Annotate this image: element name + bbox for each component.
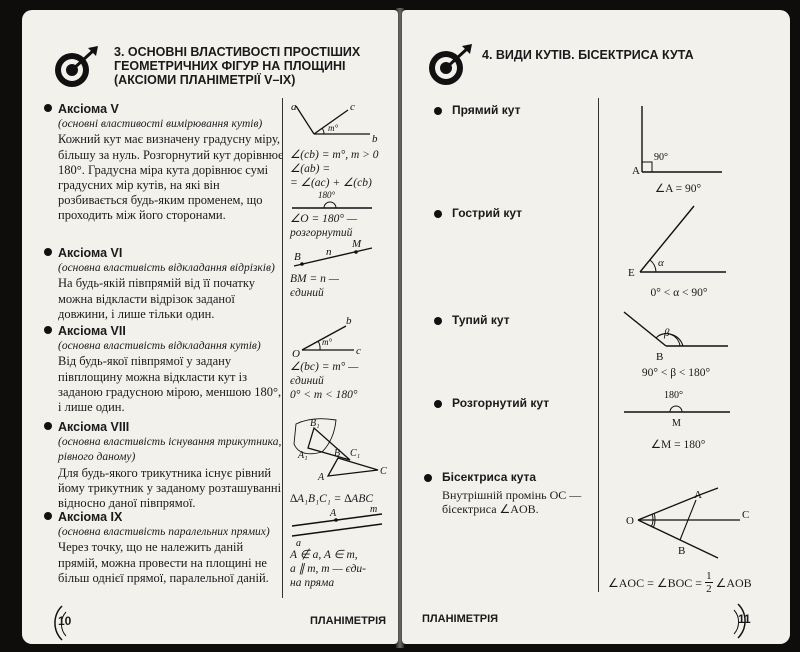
axiom-block bbox=[58, 510, 286, 586]
segment-figure bbox=[288, 238, 388, 272]
target-arrow-icon bbox=[52, 46, 102, 90]
bullet-icon bbox=[44, 104, 52, 112]
bullet-icon bbox=[434, 317, 442, 325]
axiom-block bbox=[58, 324, 284, 415]
label-90: 90° bbox=[654, 152, 668, 163]
axiom-5-formula: ∠(cb) = m°, m > 0 ∠(ab) = = ∠(ac) + ∠(cb) bbox=[290, 149, 379, 189]
label-a-line: a bbox=[296, 538, 301, 546]
axiom-body: Кожний кут має визначену градусну міру, більшу за нуль. Розгорнутий кут дорівнює 180°. Градусна міра кута дорівнює сумі градусних мір кутів, на які він розбивається будь-яким променем, що проходить між його сторонами. bbox=[58, 132, 284, 223]
bullet-icon bbox=[434, 107, 442, 115]
label-a: A bbox=[318, 472, 325, 483]
axiom-subtitle: (основні властивості вимірювання кутів) bbox=[58, 118, 263, 131]
bullet-icon bbox=[44, 512, 52, 520]
axiom-body: На будь-якій півпрямій від її початку можна відкласти відрізок заданої довжини, і лише тільки один. bbox=[58, 276, 255, 321]
bullet-icon bbox=[424, 474, 432, 482]
straight-angle-figure bbox=[618, 388, 738, 432]
bullet-icon bbox=[434, 210, 442, 218]
page-number: 10 bbox=[58, 614, 72, 628]
column-divider bbox=[598, 98, 599, 592]
page-number: 11 bbox=[738, 612, 751, 626]
label-o: O bbox=[626, 515, 634, 527]
right-angle-formula: ∠A = 90° bbox=[654, 183, 702, 195]
label-m: M bbox=[352, 238, 362, 250]
axiom-5-straight-note: ∠O = 180° — розгорнутий bbox=[290, 213, 358, 239]
angle-kind-title: Гострий кут bbox=[452, 206, 523, 220]
obtuse-angle-formula: 90° < β < 180° bbox=[641, 367, 711, 379]
label-m: m° bbox=[322, 337, 333, 347]
axiom-title: Аксіома IX bbox=[58, 510, 123, 524]
axiom-block bbox=[58, 102, 284, 224]
bullet-icon bbox=[434, 400, 442, 408]
label-vertex-a: A bbox=[632, 165, 640, 177]
label-b: B bbox=[334, 448, 341, 459]
label-b: b bbox=[346, 315, 352, 327]
straight-angle-formula: ∠M = 180° bbox=[650, 439, 706, 451]
axiom-title: Аксіома VI bbox=[58, 246, 123, 260]
angle-kind-title: Розгорнутий кут bbox=[452, 396, 550, 410]
label-a1: A₁ bbox=[298, 450, 308, 461]
bisector-title: Бісектриса кута bbox=[442, 470, 537, 484]
bullet-icon bbox=[44, 422, 52, 430]
label-b: B bbox=[678, 545, 686, 557]
axiom-7-formula: ∠(bc) = m° — єдиний 0° < m < 180° bbox=[290, 361, 359, 401]
triangle-figure bbox=[288, 414, 392, 490]
label-o: O bbox=[292, 348, 300, 360]
label-c: C bbox=[742, 509, 750, 521]
label-vertex-m: M bbox=[672, 418, 681, 429]
label-deg: 180° bbox=[318, 190, 336, 200]
obtuse-angle-figure bbox=[616, 306, 736, 362]
axiom-8-formula: ∆A₁B₁C₁ = ∆ABC bbox=[290, 493, 374, 505]
label-b: b bbox=[372, 133, 378, 145]
acute-angle-figure bbox=[622, 200, 732, 280]
label-alpha: α bbox=[658, 257, 664, 269]
straight-angle-figure bbox=[288, 190, 388, 212]
right-page bbox=[402, 10, 790, 644]
angle-kind-title: Прямий кут bbox=[452, 103, 521, 117]
left-page bbox=[22, 10, 398, 644]
label-c: c bbox=[350, 101, 355, 113]
label-n: n bbox=[326, 246, 332, 258]
label-m: m° bbox=[328, 123, 339, 133]
bisector-description: Внутрішній промінь OC — бісектриса ∠AOB. bbox=[442, 488, 582, 516]
axiom-subtitle: (основна властивість паралельних прямих) bbox=[58, 526, 270, 539]
right-angle-figure bbox=[628, 102, 728, 178]
axiom-body: Для будь-якого трикутника існує рівний йому трикутник у заданому розташуванні відносно даної півпрямої. bbox=[58, 465, 282, 511]
label-c1: C₁ bbox=[350, 448, 361, 459]
label-c: c bbox=[356, 345, 361, 357]
label-b: B bbox=[294, 251, 301, 263]
label-a: a bbox=[291, 101, 297, 113]
label-a-point: A bbox=[330, 508, 337, 519]
parallel-lines-figure bbox=[288, 506, 392, 546]
acute-angle-formula: 0° < α < 90° bbox=[650, 287, 708, 299]
label-vertex-e: E bbox=[628, 267, 635, 279]
axiom-title: Аксіома VII bbox=[58, 324, 126, 338]
section-title: 4. ВИДИ КУТІВ. БІСЕКТРИСА КУТА bbox=[482, 48, 694, 62]
label-180: 180° bbox=[664, 390, 683, 401]
axiom-subtitle: (основна властивість існування трикутника, рівного даному) bbox=[58, 436, 282, 464]
angle-sum-figure bbox=[288, 98, 388, 148]
axiom-9-formula: A ∉ a, A ∈ m, a ∥ m, m — єди- на пряма bbox=[290, 549, 366, 589]
target-arrow-icon bbox=[426, 44, 476, 88]
angle-construction-figure bbox=[288, 310, 388, 360]
axiom-title: Аксіома VIII bbox=[58, 420, 130, 434]
section-title: 3. ОСНОВНІ ВЛАСТИВОСТІ ПРОСТІШИХ ГЕОМЕТРИЧНИХ ФІГУР НА ПЛОЩИНІ (АКСІОМИ ПЛАНІМЕТРІЇ V–IX) bbox=[114, 45, 361, 87]
page-footer: ПЛАНІМЕТРІЯ bbox=[422, 613, 499, 625]
bullet-icon bbox=[44, 326, 52, 334]
axiom-block bbox=[58, 246, 286, 322]
label-m: m bbox=[370, 506, 378, 515]
angle-kind-title: Тупий кут bbox=[452, 313, 510, 327]
axiom-body: Через точку, що не належить даній прямій, можна провести на площині не більш однієї прямої, паралельної даній. bbox=[58, 540, 269, 585]
axiom-body: Від будь-якої півпрямої у задану півплощину можна відкласти кут із заданою градусною мірою, меншою 180°, і лише один. bbox=[58, 354, 282, 415]
label-beta: β bbox=[664, 327, 670, 339]
bisector-formula: ∠AOC = ∠BOC = $\frac{1}{2}$ ∠AOB bbox=[608, 570, 752, 595]
page-footer: ПЛАНІМЕТРІЯ bbox=[310, 615, 387, 627]
axiom-title: Аксіома V bbox=[58, 102, 119, 116]
bullet-icon bbox=[44, 248, 52, 256]
label-a: A bbox=[694, 489, 702, 501]
label-b1: B₁ bbox=[310, 418, 320, 429]
bisector-figure bbox=[622, 474, 762, 564]
axiom-6-formula: BM = n — єдиний bbox=[290, 273, 339, 299]
axiom-subtitle: (основна властивість відкладання відрізків) bbox=[58, 262, 275, 275]
label-vertex-b: B bbox=[656, 351, 664, 362]
label-c: C bbox=[380, 466, 387, 477]
axiom-block bbox=[58, 420, 286, 511]
axiom-subtitle: (основна властивість відкладання кутів) bbox=[58, 340, 261, 353]
